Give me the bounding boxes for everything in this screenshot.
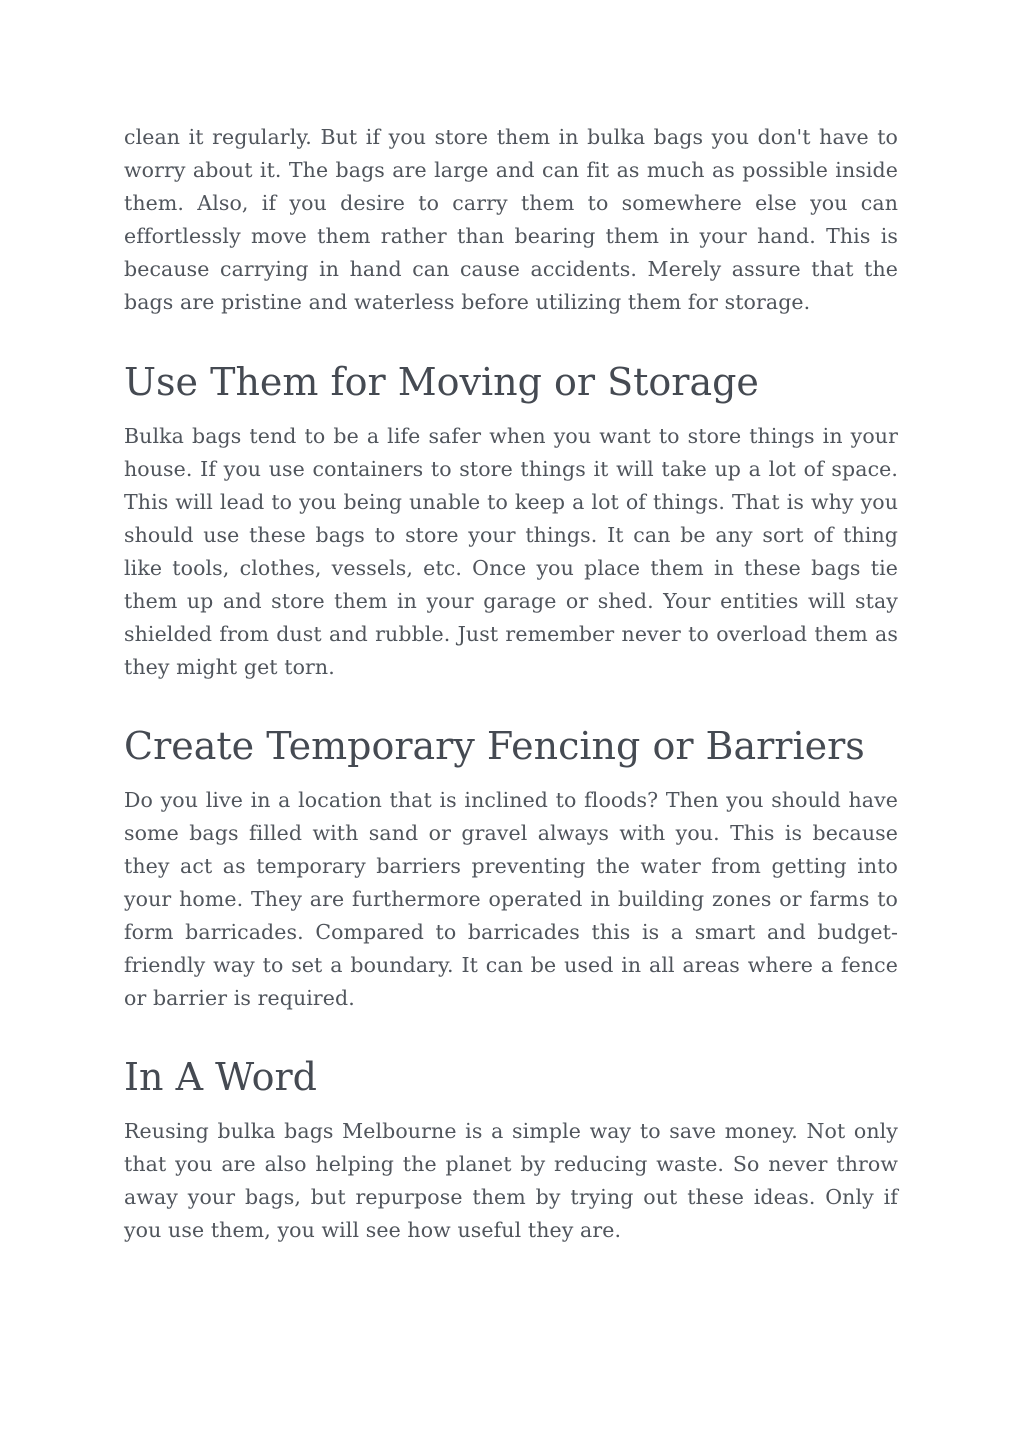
section-heading-moving-storage: Use Them for Moving or Storage <box>124 360 759 404</box>
section-heading-fencing-barriers: Create Temporary Fencing or Barriers <box>124 724 865 768</box>
document-page <box>124 121 898 1247</box>
section-paragraph-in-a-word: Reusing bulka bags Melbourne is a simple way to save money. Not only that you are also helping the planet by reducing waste. So never throw away your bags, but repurpose them by trying out these ideas. Only if you use them, you will see how useful they are. <box>124 1119 898 1242</box>
section-paragraph-moving-storage: Bulka bags tend to be a life safer when you want to store things in your house. If you use containers to store things it will take up a lot of space. This will lead to you being unable to keep a lot of things. That is why you should use these bags to store your things. It can be any sort of thing like tools, clothes, vessels, etc. Once you place them in these bags tie them up and store them in your garage or shed. Your entities will stay shielded from dust and rubble. Just remember never to overload them as they might get torn. <box>124 424 898 679</box>
intro-paragraph: clean it regularly. But if you store them in bulka bags you don't have to worry about it. The bags are large and can fit as much as possible inside them. Also, if you desire to carry them to somewhere else you can effortlessly move them rather than bearing them in your hand. This is because carrying in hand can cause accidents. Merely assure that the bags are pristine and waterless before utilizing them for storage. <box>124 125 898 314</box>
section-paragraph-fencing-barriers: Do you live in a location that is inclined to floods? Then you should have some bags filled with sand or gravel always with you. This is because they act as temporary barriers preventing the water from getting into your home. They are furthermore operated in building zones or farms to form barricades. Compared to barricades this is a smart and budget-friendly way to set a boundary. It can be used in all areas where a fence or barrier is required. <box>124 788 898 1010</box>
section-heading-in-a-word: In A Word <box>124 1055 317 1099</box>
